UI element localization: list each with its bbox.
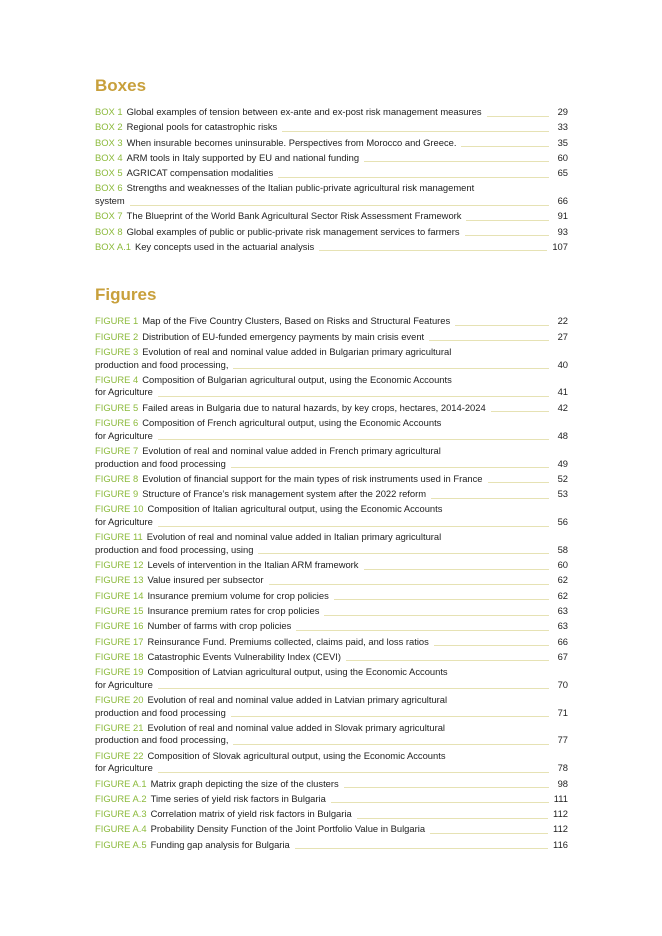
figure-code: FIGURE 10 — [95, 503, 144, 515]
figure-title: Probability Density Function of the Joint Portfolio Value in Bulgaria — [150, 823, 426, 835]
box-title: The Blueprint of the World Bank Agricultural Sector Risk Assessment Framework — [126, 210, 462, 222]
figure-page-number: 70 — [557, 678, 568, 690]
figure-code: FIGURE A.4 — [95, 823, 147, 835]
dot-leader — [319, 250, 547, 251]
figure-page-number: 49 — [557, 457, 568, 469]
figure-code: FIGURE 3 — [95, 346, 139, 357]
figure-code: FIGURE 8 — [95, 472, 139, 484]
figure-title: Composition of Italian agricultural output, using the Economic Accounts — [147, 503, 443, 515]
figure-entry[interactable] — [95, 605, 568, 618]
figure-code: FIGURE 19 — [95, 666, 144, 678]
figure-entry[interactable] — [95, 778, 568, 791]
box-page-number: 66 — [557, 195, 568, 206]
dot-leader — [434, 645, 549, 646]
figure-entry[interactable] — [95, 793, 568, 806]
dot-leader — [455, 325, 549, 326]
box-entry[interactable] — [95, 182, 568, 207]
figure-title: Levels of intervention in the Italian ARM framework — [147, 559, 359, 571]
dot-leader — [282, 131, 549, 132]
figure-page-number: 71 — [557, 706, 568, 718]
figure-title: Catastrophic Events Vulnerability Index (CEVI) — [147, 650, 341, 662]
figure-title: Insurance premium volume for crop policies — [147, 589, 329, 601]
figure-entry[interactable] — [95, 722, 568, 747]
box-page-number: 33 — [557, 121, 568, 133]
figure-entry[interactable] — [95, 503, 568, 528]
figure-entry[interactable] — [95, 651, 568, 664]
dot-leader — [346, 660, 549, 661]
dot-leader — [231, 467, 549, 468]
box-title: Global examples of tension between ex-ante and ex-post risk management measures — [126, 106, 482, 117]
dot-leader — [324, 615, 549, 616]
figure-page-number: 66 — [557, 635, 568, 647]
figure-entry[interactable] — [95, 374, 568, 399]
box-entry[interactable] — [95, 210, 568, 223]
figure-code: FIGURE 13 — [95, 574, 144, 586]
figure-title: Composition of French agricultural output, using the Economic Accounts — [142, 417, 442, 429]
dot-leader — [429, 340, 549, 341]
box-entry[interactable] — [95, 167, 568, 180]
dot-leader — [487, 116, 549, 117]
figure-title: Composition of Slovak agricultural output, using the Economic Accounts — [147, 749, 446, 761]
figure-entry[interactable] — [95, 636, 568, 649]
box-title: Global examples of public or public-private risk management services to farmers — [126, 225, 460, 237]
figure-page-number: 112 — [553, 808, 568, 820]
box-title: system — [95, 195, 125, 206]
figure-title: Funding gap analysis for Bulgaria — [150, 838, 290, 850]
figure-page-number: 67 — [557, 650, 568, 662]
dot-leader — [295, 848, 548, 849]
figure-page-number: 63 — [557, 604, 568, 616]
figure-entry[interactable] — [95, 620, 568, 633]
box-code: BOX A.1 — [95, 240, 131, 252]
figure-code: FIGURE A.5 — [95, 838, 147, 850]
figure-code: FIGURE 14 — [95, 589, 144, 601]
figure-title: production and food processing, — [95, 358, 229, 370]
figure-page-number: 60 — [557, 559, 568, 571]
figure-title: for Agriculture — [95, 678, 153, 690]
box-code: BOX 7 — [95, 210, 123, 222]
figure-title: Evolution of financial support for the main types of risk instruments used in France — [142, 472, 483, 484]
figure-page-number: 62 — [557, 574, 568, 586]
box-title: When insurable becomes uninsurable. Perspectives from Morocco and Greece. — [126, 136, 457, 148]
figure-title: Reinsurance Fund. Premiums collected, claims paid, and loss ratios — [147, 635, 429, 647]
figure-title: Composition of Bulgarian agricultural output, using the Economic Accounts — [142, 373, 452, 385]
figure-code: FIGURE 15 — [95, 604, 144, 616]
figure-entry[interactable] — [95, 402, 568, 415]
figure-page-number: 27 — [557, 330, 568, 342]
figure-title: production and food processing, — [95, 734, 229, 746]
dot-leader — [364, 161, 549, 162]
figure-title: Correlation matrix of yield risk factors in Bulgaria — [150, 808, 352, 820]
dot-leader — [344, 787, 549, 788]
dot-leader — [233, 368, 549, 369]
box-code: BOX 6 — [95, 182, 123, 194]
box-code: BOX 2 — [95, 121, 123, 133]
figure-page-number: 53 — [557, 488, 568, 500]
dot-leader — [364, 569, 550, 570]
dot-leader — [130, 205, 549, 206]
figure-title: for Agriculture — [95, 429, 153, 441]
dot-leader — [465, 235, 549, 236]
box-title: AGRICAT compensation modalities — [126, 167, 274, 179]
figure-title: Failed areas in Bulgaria due to natural hazards, by key crops, hectares, 2014-2024 — [142, 401, 486, 413]
box-code: BOX 8 — [95, 225, 123, 237]
box-entry[interactable] — [95, 152, 568, 165]
figure-page-number: 22 — [557, 315, 568, 327]
dot-leader — [158, 688, 549, 689]
figure-title: Number of farms with crop policies — [147, 620, 292, 632]
figure-code: FIGURE 6 — [95, 417, 139, 429]
figure-page-number: 56 — [557, 515, 568, 527]
figure-page-number: 111 — [553, 792, 568, 804]
box-code: BOX 5 — [95, 167, 123, 179]
figure-page-number: 62 — [557, 589, 568, 601]
figure-entry[interactable] — [95, 574, 568, 587]
figure-title: Insurance premium rates for crop policies — [147, 604, 320, 616]
figure-entry[interactable] — [95, 315, 568, 328]
figure-title: Value insured per subsector — [147, 574, 264, 586]
figure-title: Time series of yield risk factors in Bulgaria — [150, 792, 326, 804]
figure-code: FIGURE 7 — [95, 444, 139, 456]
dot-leader — [296, 630, 549, 631]
figure-entry[interactable] — [95, 823, 568, 836]
figure-entry[interactable] — [95, 839, 568, 852]
figure-page-number: 63 — [557, 620, 568, 632]
box-entry[interactable] — [95, 226, 568, 239]
figure-entry[interactable] — [95, 331, 568, 344]
boxes-heading: Boxes — [95, 76, 147, 95]
dot-leader — [331, 802, 549, 803]
figure-entry[interactable] — [95, 531, 568, 556]
figure-code: FIGURE 4 — [95, 373, 139, 385]
figure-code: FIGURE A.2 — [95, 792, 147, 804]
dot-leader — [334, 599, 549, 600]
box-page-number: 35 — [557, 136, 568, 148]
dot-leader — [357, 818, 548, 819]
figure-title: Evolution of real and nominal value added in Slovak primary agricultural — [147, 721, 446, 733]
figure-code: FIGURE 5 — [95, 401, 139, 413]
box-page-number: 60 — [557, 151, 568, 163]
figure-code: FIGURE 16 — [95, 620, 144, 632]
dot-leader — [158, 526, 549, 527]
figure-title: production and food processing — [95, 706, 226, 718]
box-code: BOX 1 — [95, 106, 123, 117]
figure-code: FIGURE 11 — [95, 531, 143, 543]
dot-leader — [466, 220, 549, 221]
dot-leader — [231, 716, 549, 717]
figure-title: production and food processing — [95, 457, 226, 469]
dot-leader — [431, 498, 549, 499]
toc-page — [95, 75, 568, 854]
figure-title: Evolution of real and nominal value added in Bulgarian primary agricultural — [142, 346, 452, 357]
figure-title: production and food processing, using — [95, 543, 254, 555]
figure-code: FIGURE 17 — [95, 635, 144, 647]
figure-entry[interactable] — [95, 417, 568, 442]
dot-leader — [258, 553, 549, 554]
figure-title: Composition of Latvian agricultural output, using the Economic Accounts — [147, 666, 448, 678]
dot-leader — [233, 744, 549, 745]
box-page-number: 91 — [557, 210, 568, 222]
box-entry[interactable] — [95, 241, 568, 254]
figure-page-number: 58 — [557, 543, 568, 555]
figure-page-number: 40 — [557, 358, 568, 370]
figure-page-number: 52 — [557, 472, 568, 484]
figure-entry[interactable] — [95, 346, 568, 371]
dot-leader — [461, 146, 549, 147]
figure-title: Evolution of real and nominal value added in Italian primary agricultural — [146, 531, 442, 543]
figure-code: FIGURE 2 — [95, 330, 139, 342]
figure-title: for Agriculture — [95, 386, 153, 398]
figure-page-number: 112 — [553, 823, 568, 835]
figures-heading: Figures — [95, 285, 157, 305]
box-entry[interactable] — [95, 137, 568, 150]
box-page-number: 107 — [552, 240, 568, 252]
figure-title: Evolution of real and nominal value added in French primary agricultural — [142, 444, 441, 456]
box-page-number: 29 — [557, 106, 568, 117]
figure-page-number: 41 — [557, 386, 568, 398]
figure-code: FIGURE 18 — [95, 650, 144, 662]
dot-leader — [158, 772, 549, 773]
figure-code: FIGURE 12 — [95, 559, 144, 571]
figure-entry[interactable] — [95, 590, 568, 603]
figure-entry[interactable] — [95, 666, 568, 691]
figure-title: Evolution of real and nominal value added in Latvian primary agricultural — [147, 693, 448, 705]
figure-code: FIGURE 1 — [95, 315, 139, 327]
box-page-number: 65 — [557, 167, 568, 179]
dot-leader — [158, 396, 549, 397]
figure-page-number: 77 — [557, 734, 568, 746]
figure-title: Matrix graph depicting the size of the clusters — [150, 777, 339, 789]
box-title: Regional pools for catastrophic risks — [126, 121, 278, 133]
box-code: BOX 4 — [95, 151, 123, 163]
dot-leader — [491, 411, 549, 412]
figure-code: FIGURE A.3 — [95, 808, 147, 820]
figure-entry[interactable] — [95, 559, 568, 572]
figure-page-number: 98 — [557, 777, 568, 789]
figure-title: Distribution of EU-funded emergency payments by main crisis event — [142, 330, 425, 342]
figure-title: for Agriculture — [95, 515, 153, 527]
figure-code: FIGURE A.1 — [95, 777, 147, 789]
figure-page-number: 42 — [557, 401, 568, 413]
dot-leader — [278, 177, 549, 178]
dot-leader — [488, 482, 549, 483]
box-entry[interactable] — [95, 121, 568, 134]
figure-code: FIGURE 9 — [95, 488, 139, 500]
figure-page-number: 78 — [557, 762, 568, 774]
figures-list — [95, 315, 568, 851]
box-title: ARM tools in Italy supported by EU and national funding — [126, 151, 360, 163]
figure-entry[interactable] — [95, 488, 568, 501]
figure-title: for Agriculture — [95, 762, 153, 774]
figure-page-number: 48 — [557, 429, 568, 441]
box-page-number: 93 — [557, 225, 568, 237]
dot-leader — [269, 584, 550, 585]
figure-title: Structure of France’s risk management system after the 2022 reform — [142, 488, 427, 500]
dot-leader — [430, 833, 548, 834]
box-title: Strengths and weaknesses of the Italian public-private agricultural risk management — [126, 182, 475, 194]
figure-code: FIGURE 22 — [95, 749, 144, 761]
box-entry[interactable] — [95, 106, 568, 119]
figure-entry[interactable] — [95, 750, 568, 775]
box-code: BOX 3 — [95, 136, 123, 148]
figure-title: Map of the Five Country Clusters, Based on Risks and Structural Features — [142, 315, 451, 327]
figure-entry[interactable] — [95, 808, 568, 821]
figure-page-number: 116 — [553, 838, 568, 850]
figure-code: FIGURE 21 — [95, 721, 144, 733]
figure-entry[interactable] — [95, 445, 568, 470]
box-title: Key concepts used in the actuarial analysis — [134, 240, 315, 252]
figure-entry[interactable] — [95, 473, 568, 486]
dot-leader — [158, 439, 549, 440]
boxes-list — [95, 106, 568, 253]
figure-code: FIGURE 20 — [95, 693, 144, 705]
figure-entry[interactable] — [95, 694, 568, 719]
